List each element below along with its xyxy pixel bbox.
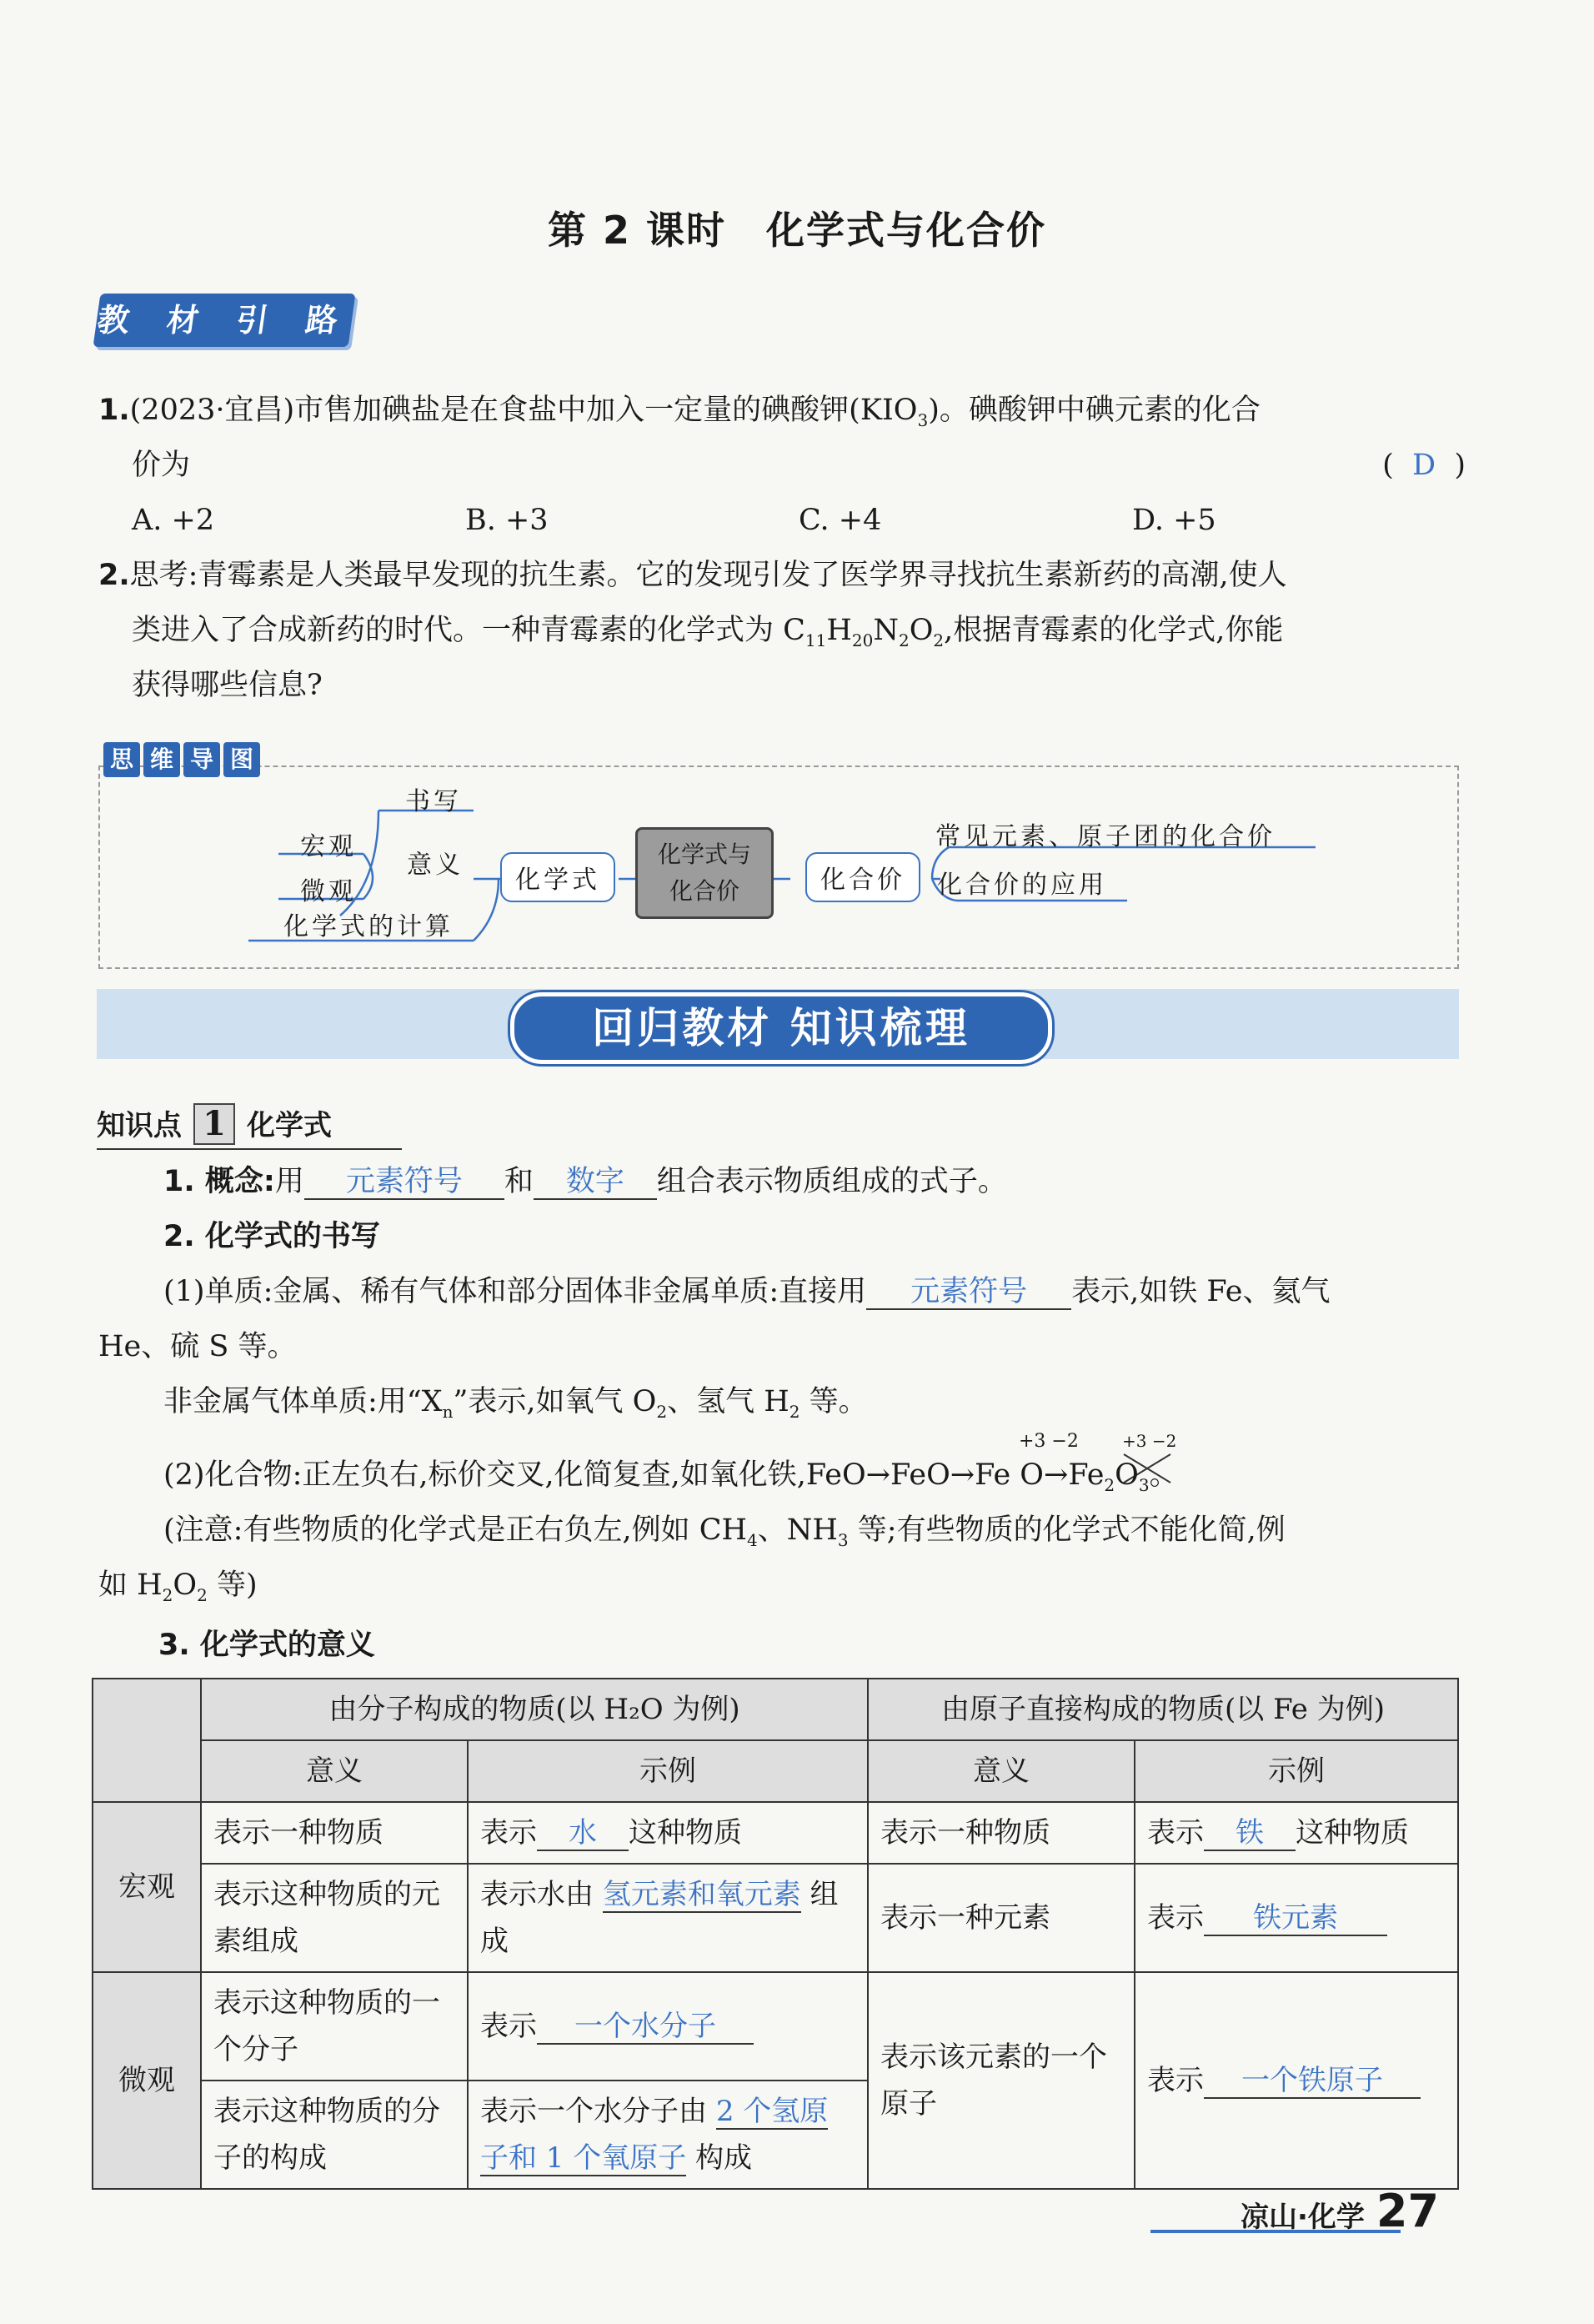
table-cell: 表示 一个水分子 <box>468 1972 868 2081</box>
blank-direct-symbol: 元素符号 <box>866 1275 1071 1310</box>
mm-valence-common: 常见元素、原子团的化合价 <box>935 822 1276 851</box>
knowledge-banner: 回归教材 知识梳理 <box>510 992 1052 1064</box>
th-meaning-1: 意义 <box>201 1740 468 1802</box>
answer-bracket: ( D ) <box>1382 449 1466 482</box>
meaning-title: 3. 化学式的意义 <box>158 1629 375 1662</box>
page-title: 第 2 课时 化学式与化合价 <box>547 208 1047 253</box>
note-line2: 如 $H_2O_2$ 等) <box>98 1569 258 1605</box>
q1-number: 1. <box>98 394 130 427</box>
table-cell: 表示 水 这种物质 <box>468 1802 868 1864</box>
th-meaning-2: 意义 <box>868 1740 1135 1802</box>
footer-text: 凉山·化学 <box>1241 2201 1365 2234</box>
blank-element-symbol: 元素符号 <box>304 1165 504 1200</box>
th-molecular: 由分子构成的物质(以 H₂O 为例) <box>201 1679 868 1740</box>
writing-title: 2. 化学式的书写 <box>163 1220 380 1253</box>
table-cell: 表示水由 氢元素和氧元素 组成 <box>468 1864 868 1972</box>
question-2: 2.思考:青霉素是人类最早发现的抗生素。它的发现引发了医学界寻找抗生素新药的高潮,使人 <box>98 559 1287 592</box>
mm-node-valence: 化合价 <box>805 852 920 902</box>
question-1: 1.(2023·宜昌)市售加碘盐是在食盐中加入一定量的碘酸钾$(KIO_3)$。碘酸钾中碘元素的化合 <box>98 394 1261 430</box>
page-number: 27 <box>1376 2185 1440 2237</box>
note-line1: (注意:有些物质的化学式是正右负左,例如 $CH_4$、$NH_3$ 等;有些物质的化学式不能化简,例 <box>163 1513 1286 1550</box>
table-cell: 表示该元素的一个原子 <box>868 1972 1135 2189</box>
mm-center: 化学式与 化合价 <box>635 827 774 919</box>
mindmap-tag: 思 维 导 图 <box>103 742 260 777</box>
option-b[interactable]: B. +3 <box>465 504 549 537</box>
writing-p2: 非金属气体单质:用“$X_n$”表示,如氧气 $O_2$、氢气 $H_2$ 等。 <box>163 1385 868 1422</box>
footer <box>1241 2185 1439 2237</box>
question-2-line3: 获得哪些信息? <box>132 669 323 702</box>
option-a[interactable]: A. +2 <box>132 504 215 537</box>
table-cell: 表示一种物质 <box>868 1802 1135 1864</box>
mm-calc: 化学式的计算 <box>283 912 454 941</box>
knowledge-point-1: 知识点 1 化学式 <box>97 1102 402 1150</box>
mm-node-formula: 化学式 <box>500 852 615 902</box>
writing-p3: (2)化合物:正左负右,标价交叉,化简复查,如氧化铁,FeO→FeO→Fe $O\to Fe_2O_3$。 <box>163 1458 1179 1495</box>
th-example-1: 示例 <box>468 1740 868 1802</box>
question-2-line2: 类进入了合成新药的时代。一种青霉素的化学式为 $C_{11}H_{20}N_2O_2$,根据青霉素的化学式,你能 <box>132 614 1284 650</box>
valence-mark-2: +3 −2 <box>1122 1431 1177 1451</box>
mm-write: 书写 <box>405 787 462 816</box>
mm-macro: 宏观 <box>300 832 357 861</box>
option-c[interactable]: C. +4 <box>799 504 882 537</box>
option-d[interactable]: D. +5 <box>1132 504 1216 537</box>
table-cell: 表示这种物质的元素组成 <box>201 1864 468 1972</box>
th-example-2: 示例 <box>1135 1740 1458 1802</box>
mm-micro: 微观 <box>300 877 357 906</box>
table-cell: 表示 一个铁原子 <box>1135 1972 1458 2189</box>
table-cell: 表示一种元素 <box>868 1864 1135 1972</box>
blank-number: 数字 <box>534 1165 657 1200</box>
answer-q1: D <box>1412 449 1436 482</box>
table-cell: 表示这种物质的分子的构成 <box>201 2081 468 2189</box>
question-1-line2: 价为 ( D ) <box>132 437 1466 494</box>
table-cell: 表示这种物质的一个分子 <box>201 1972 468 2081</box>
table-cell: 表示一个水分子由 2 个氢原子和 1 个氧原子 构成 <box>468 2081 868 2189</box>
formula-meaning-table <box>92 1678 1459 2190</box>
valence-mark-1: +3 −2 <box>1019 1431 1079 1452</box>
row-macro: 宏观 <box>93 1802 201 1972</box>
table-cell: 表示 铁 这种物质 <box>1135 1802 1458 1864</box>
mm-valence-apply: 化合价的应用 <box>937 871 1107 900</box>
writing-p1-cont: He、硫 S 等。 <box>98 1330 297 1363</box>
section-banner-textbook: 教 材 引 路 <box>93 294 356 347</box>
table-cell: 表示 铁元素 <box>1135 1864 1458 1972</box>
mm-meaning: 意义 <box>407 851 464 880</box>
concept-line: 1. 概念:用 元素符号 和 数字 组合表示物质组成的式子。 <box>98 1154 1466 1209</box>
row-micro: 微观 <box>93 1972 201 2189</box>
th-atomic: 由原子直接构成的物质(以 Fe 为例) <box>868 1679 1458 1740</box>
table-cell: 表示一种物质 <box>201 1802 468 1864</box>
writing-p1: (1)单质:金属、稀有气体和部分固体非金属单质:直接用 元素符号 表示,如铁 Fe、氦气 <box>98 1264 1466 1319</box>
